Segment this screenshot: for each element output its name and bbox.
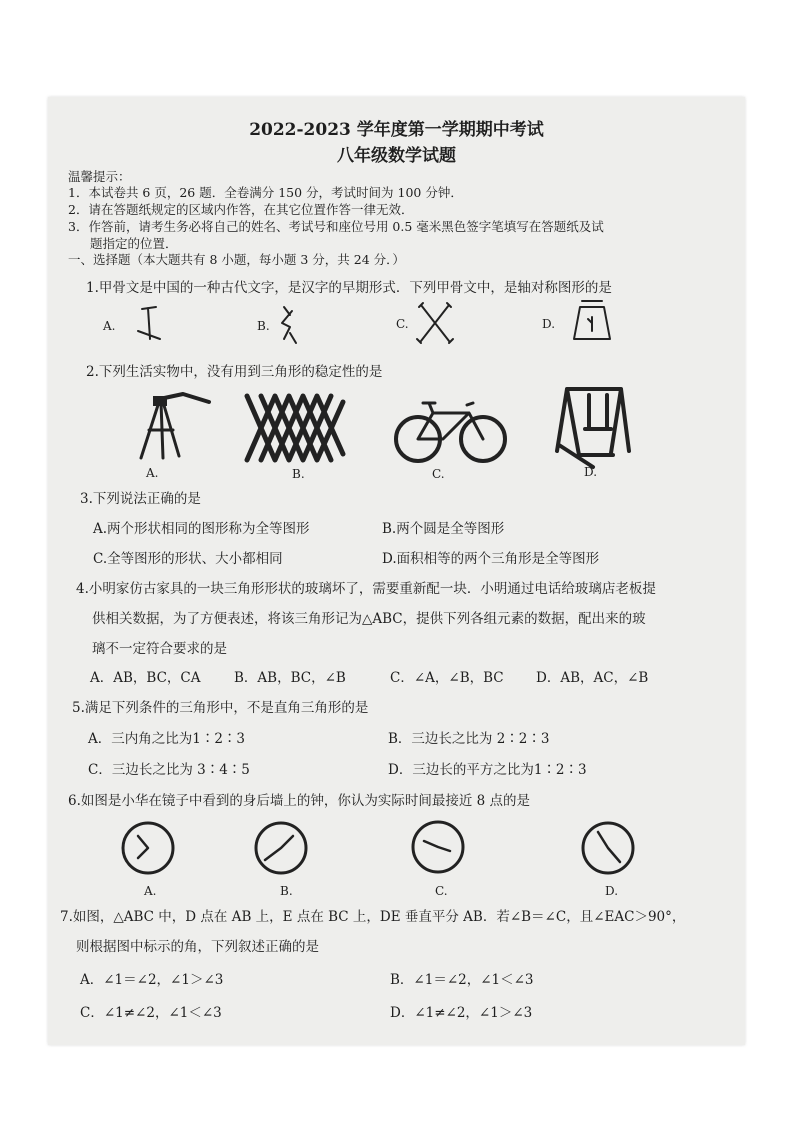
tip-item: 1．本试卷共 6 页，26 题．全卷满分 150 分，考试时间为 100 分钟．	[68, 185, 463, 200]
tip-item: 题指定的位置．	[90, 236, 178, 251]
q6-option-d-label: D.	[605, 884, 619, 898]
question-5-stem: 5.满足下列条件的三角形中，不是直角三角形的是	[72, 700, 369, 716]
q4-option-b: B．AB，BC，∠B	[234, 670, 346, 686]
oracle-glyph-a-icon	[128, 305, 168, 345]
q4-option-d: D．AB，AC，∠B	[536, 670, 649, 686]
q5-option-c: C．三边长之比为 3∶4∶5	[88, 762, 250, 778]
question-4-line: 供相关数据，为了方便表述，将该三角形记为△ABC，提供下列各组元素的数据，配出来的玻	[92, 611, 646, 627]
clock-d-icon	[580, 820, 636, 876]
q1-option-b-label: B.	[257, 319, 270, 333]
question-6-stem: 6.如图是小华在镜子中看到的身后墙上的钟，你认为实际时间最接近 8 点的是	[68, 793, 531, 809]
q3-option-b: B.两个圆是全等图形	[382, 521, 505, 537]
q7-option-b: B．∠1＝∠2，∠1＜∠3	[390, 972, 534, 988]
question-1-stem: 1.甲骨文是中国的一种古代文字，是汉字的早期形式．下列甲骨文中，是轴对称图形的是	[86, 280, 612, 296]
exam-title: 2022-2023 学年度第一学期期中考试	[249, 120, 544, 140]
bicycle-icon	[393, 395, 508, 465]
q5-option-b: B．三边长之比为 2∶2∶3	[388, 731, 550, 747]
tip-item: 2．请在答题纸规定的区域内作答，在其它位置作答一律无效．	[68, 202, 414, 217]
q7-option-c: C．∠1≠∠2，∠1＜∠3	[80, 1005, 222, 1021]
exam-paper	[48, 97, 745, 1045]
q2-option-b-label: B.	[292, 467, 305, 481]
q1-option-d-label: D.	[542, 317, 556, 331]
q2-option-a-label: A.	[146, 466, 159, 480]
q1-option-c-label: C.	[396, 317, 409, 331]
q1-option-a-label: A.	[103, 319, 116, 333]
oracle-glyph-d-icon	[566, 297, 616, 345]
clock-b-icon	[253, 820, 309, 876]
q2-option-d-label: D.	[584, 465, 598, 479]
q3-option-a: A.两个形状相同的图形称为全等图形	[93, 521, 310, 537]
section-heading: 一、选择题（本大题共有 8 小题，每小题 3 分，共 24 分．）	[68, 252, 405, 267]
q3-option-d: D.面积相等的两个三角形是全等图形	[382, 551, 600, 567]
tip-item: 3．作答前，请考生务必将自己的姓名、考试号和座位号用 0.5 毫米黑色签字笔填写在答题纸及试	[68, 219, 604, 234]
q7-option-a: A．∠1＝∠2，∠1＞∠3	[80, 972, 224, 988]
q2-option-c-label: C.	[432, 467, 445, 481]
question-7-line: 7.如图，△ABC 中，D 点在 AB 上，E 点在 BC 上，DE 垂直平分 AB．若∠B＝∠C，且∠EAC＞90°，	[60, 909, 686, 925]
tripod-icon	[133, 390, 213, 462]
question-2-stem: 2.下列生活实物中，没有用到三角形的稳定性的是	[86, 364, 383, 380]
tips-heading: 温馨提示：	[68, 169, 131, 184]
q6-option-b-label: B.	[280, 884, 293, 898]
clock-a-icon	[120, 820, 176, 876]
oracle-glyph-c-icon	[413, 301, 457, 347]
swing-frame-icon	[553, 385, 633, 469]
q5-option-a: A．三内角之比为1∶2∶3	[88, 731, 246, 747]
q4-option-a: A．AB，BC，CA	[90, 670, 201, 686]
question-7-line: 则根据图中标示的角，下列叙述正确的是	[76, 939, 319, 955]
clock-c-icon	[410, 819, 466, 875]
oracle-glyph-b-icon	[270, 303, 310, 347]
q6-option-a-label: A.	[144, 884, 157, 898]
question-4-line: 4.小明家仿古家具的一块三角形形状的玻璃坏了，需要重新配一块．小明通过电话给玻璃店老板提	[76, 581, 656, 597]
q6-option-c-label: C.	[435, 884, 448, 898]
lattice-fence-icon	[243, 392, 348, 464]
q7-option-d: D．∠1≠∠2，∠1＞∠3	[390, 1005, 533, 1021]
q3-option-c: C.全等图形的形状、大小都相同	[93, 551, 283, 567]
exam-subtitle: 八年级数学试题	[337, 146, 456, 166]
question-3-stem: 3.下列说法正确的是	[80, 491, 201, 507]
question-4-line: 璃不一定符合要求的是	[92, 641, 227, 657]
q4-option-c: C．∠A，∠B，BC	[390, 670, 504, 686]
q5-option-d: D．三边长的平方之比为1∶2∶3	[388, 762, 587, 778]
